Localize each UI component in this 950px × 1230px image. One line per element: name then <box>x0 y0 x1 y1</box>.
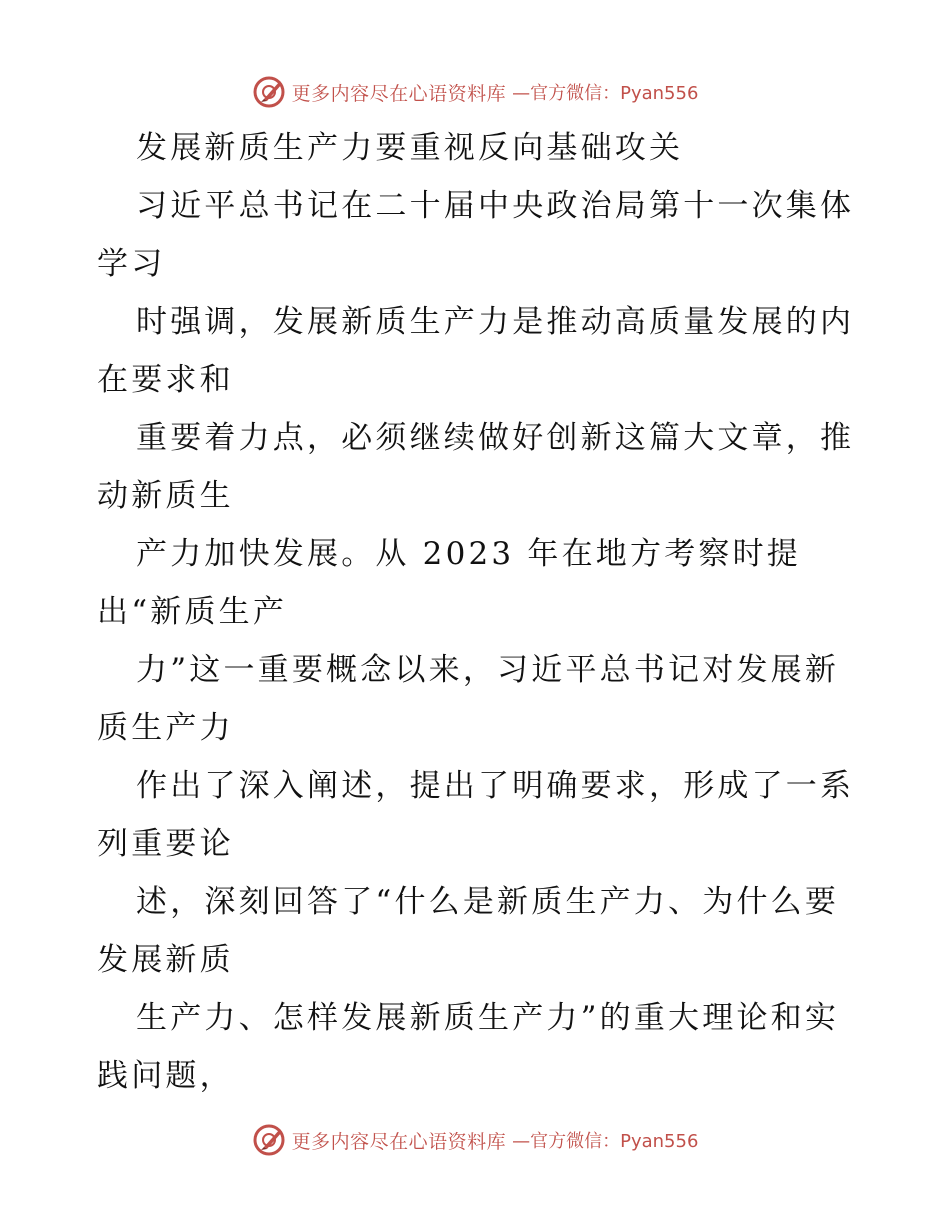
footer-banner-right-text: —官方微信：Pyan556 <box>512 1131 699 1152</box>
paragraph-line: 出“新质生产 <box>97 594 288 630</box>
header-banner-right-text: —官方微信：Pyan556 <box>512 83 699 104</box>
footer-banner <box>0 1120 950 1160</box>
paragraph-line: 习近平总书记在二十届中央政治局第十一次集体 <box>136 188 855 224</box>
paragraph-line: 生产力、怎样发展新质生产力”的重大理论和实 <box>136 1000 840 1036</box>
paragraph-line: 重要着力点，必须继续做好创新这篇大文章，推 <box>136 420 855 456</box>
paragraph-line: 质生产力 <box>97 710 234 746</box>
document-title: 发展新质生产力要重视反向基础攻关 <box>136 130 684 166</box>
header-banner-left-text: 更多内容尽在心语资料库 <box>291 82 507 105</box>
paragraph-line: 产力加快发展。从 2023 年在地方考察时提 <box>136 536 801 572</box>
footer-banner-left-text: 更多内容尽在心语资料库 <box>291 1130 507 1153</box>
paragraph-line: 发展新质 <box>97 942 234 978</box>
pen-nib-logo-icon <box>252 1123 286 1157</box>
pen-nib-logo-icon <box>252 75 286 109</box>
header-banner <box>0 72 950 112</box>
paragraph-line: 在要求和 <box>97 362 234 398</box>
paragraph-line: 动新质生 <box>97 478 234 514</box>
paragraph-line: 践问题， <box>97 1058 234 1094</box>
paragraph-line: 力”这一重要概念以来，习近平总书记对发展新 <box>136 652 840 688</box>
paragraph-line: 学习 <box>97 246 166 282</box>
paragraph-line: 述，深刻回答了“什么是新质生产力、为什么要 <box>136 884 840 920</box>
paragraph-line: 作出了深入阐述，提出了明确要求，形成了一系 <box>136 768 855 804</box>
paragraph-line: 时强调，发展新质生产力是推动高质量发展的内 <box>136 304 855 340</box>
paragraph-line: 列重要论 <box>97 826 234 862</box>
